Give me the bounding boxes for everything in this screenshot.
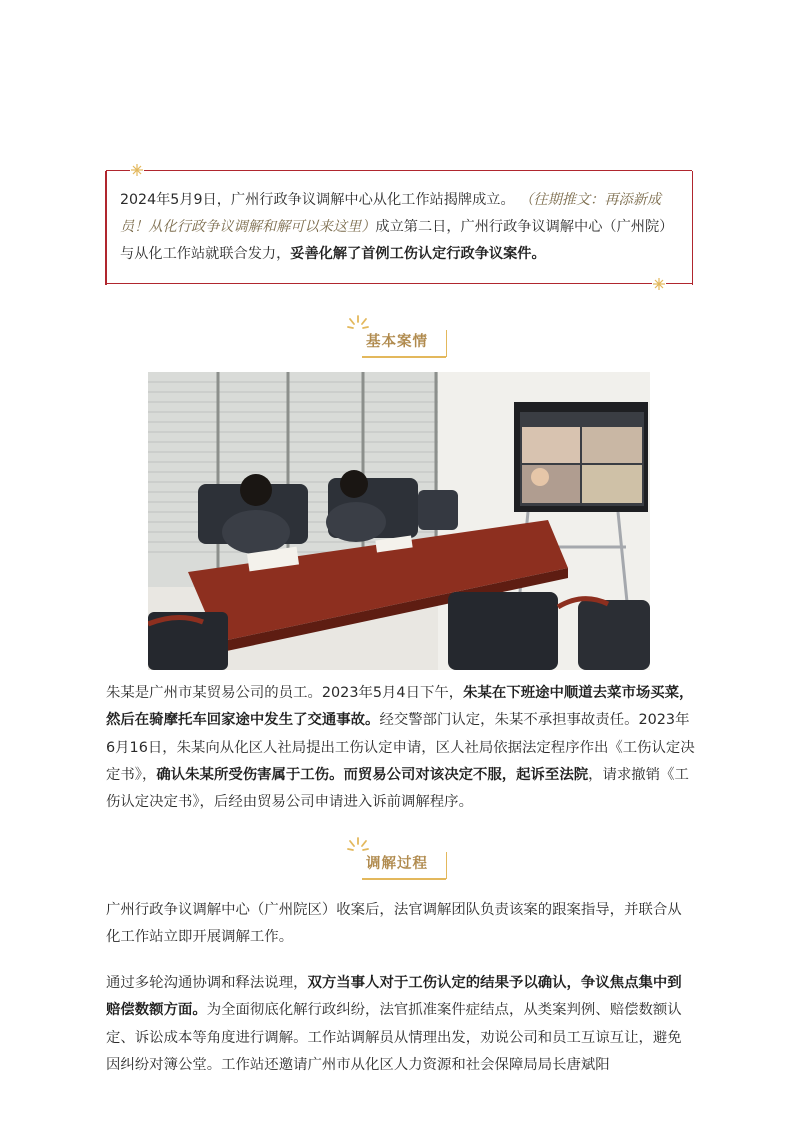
process-text-1: 通过多轮沟通协调和释法说理，	[106, 975, 308, 991]
case-text-2: 经交警部门认定，朱某不承担事故责任。2023年6月16日，朱某向从化区人社局提出工伤认定申请，区人社局依据法定程序作出《工伤认定决定书》，	[106, 712, 695, 783]
intro-text-2: 成立第二日，广州行政争议调解中心（广州院）与从化工作站就联合发力，	[120, 219, 674, 262]
sparkle-icon	[130, 163, 144, 177]
intro-box	[106, 170, 692, 284]
intro-paragraph	[120, 187, 678, 268]
section-heading-basic-case	[336, 314, 456, 360]
process-paragraph-2	[106, 970, 696, 1079]
case-paragraph	[106, 680, 696, 816]
case-bold-1: 朱某在下班途中顺道去菜市场买菜，然后在骑摩托车回家途中发生了交通事故。	[106, 685, 694, 729]
intro-bold-text: 妥善化解了首例工伤认定行政争议案件。	[290, 246, 546, 262]
case-bold-2: 确认朱某所受伤害属于工伤。而贸易公司对该决定不服，起诉至法院	[156, 766, 589, 783]
process-text-2: 为全面彻底化解行政纠纷，法官抓准案件症结点，从类案判例、赔偿数额认定、诉讼成本等角度进行调解。工作站调解员从情理出发，劝说公司和员工互谅互让，避免因纠纷对簿公堂。工作站还邀请广州市从化区人力资源和社会保障局局长唐斌阳	[106, 1002, 682, 1073]
intro-text-1: 2024年5月9日，广州行政争议调解中心从化工作站揭牌成立。	[120, 192, 515, 208]
section-heading-mediation-process	[336, 836, 456, 882]
case-text-3: ，请求撤销《工伤认定决定书》，后经由贸易公司申请进入诉前调解程序。	[106, 766, 689, 811]
previous-article-link[interactable]: （往期推文：再添新成员！从化行政争议调解和解可以来这里）	[120, 192, 662, 235]
section-title: 基本案情	[366, 334, 428, 350]
case-text-1: 朱某是广州市某贸易公司的员工。2023年5月4日下午，	[106, 685, 464, 701]
process-paragraph-1: 广州行政争议调解中心（广州院区）收案后，法官调解团队负责该案的跟案指导，并联合从化工作站立即开展调解工作。	[106, 902, 682, 946]
sparkle-icon	[652, 277, 666, 291]
section-title: 调解过程	[366, 856, 428, 872]
meeting-photo	[148, 372, 650, 670]
process-bold-1: 双方当事人对于工伤认定的结果予以确认，争议焦点集中到赔偿数额方面。	[106, 975, 682, 1019]
